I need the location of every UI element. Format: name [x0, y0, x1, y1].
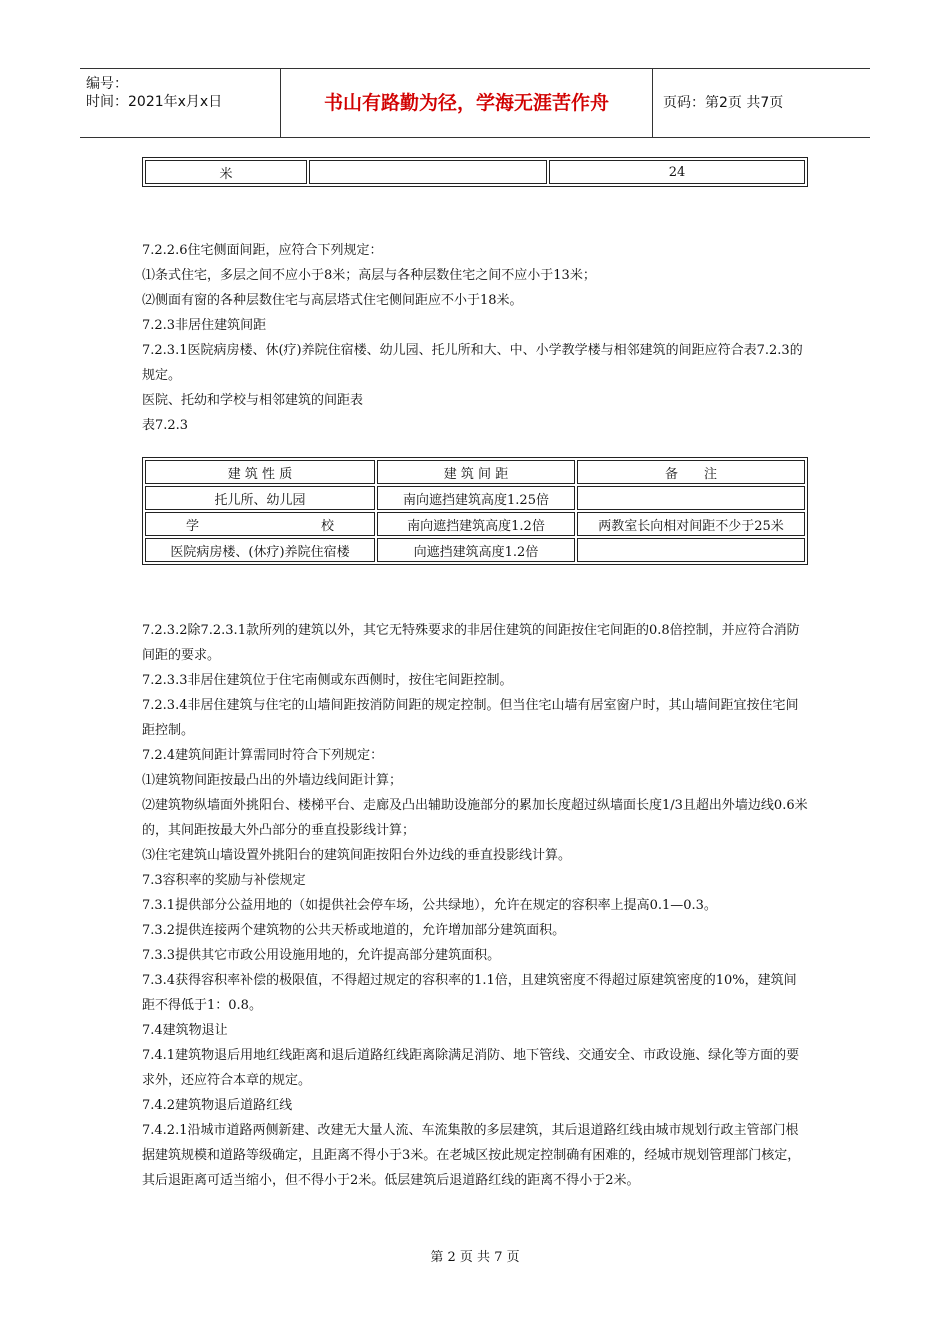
- column-header: 备 注: [577, 460, 805, 484]
- paragraph: 7.2.3.4非居住建筑与住宅的山墙间距按消防间距的规定控制。但当住宅山墙有居室窗户时，其山墙间距宜按住宅间距控制。: [142, 698, 799, 738]
- paragraph: ⑴建筑物间距按最凸出的外墙边线间距计算；: [142, 773, 403, 788]
- table-row: [145, 486, 805, 510]
- table-cell: 南向遮挡建筑高度1.2倍: [377, 512, 575, 536]
- paragraph: 7.2.3.3非居住建筑位于住宅南侧或东西侧时，按住宅间距控制。: [142, 673, 513, 688]
- paragraph: 7.3.2提供连接两个建筑物的公共天桥或地道的，允许增加部分建筑面积。: [142, 923, 566, 938]
- table-cell: 两教室长向相对间距不少于25米: [577, 512, 805, 536]
- table-7-2-3: [142, 457, 808, 565]
- table-caption: 医院、托幼和学校与相邻建筑的间距表: [142, 393, 364, 408]
- paragraph: 7.3容积率的奖励与补偿规定: [142, 873, 306, 888]
- table-cell: 托儿所、幼儿园: [145, 486, 375, 510]
- page-header: [80, 68, 870, 138]
- paragraph: ⑵建筑物纵墙面外挑阳台、楼梯平台、走廊及凸出辅助设施部分的累加长度超过纵墙面长度1/3且超出外墙边线0.6米的，其间距按最大外凸部分的垂直投影线计算；: [142, 798, 808, 838]
- section-a: [142, 238, 808, 438]
- table-cell: [577, 538, 805, 562]
- paragraph: 7.3.3提供其它市政公用设施用地的，允许提高部分建筑面积。: [142, 948, 501, 963]
- time-label: 时间：2021年x月x日: [86, 94, 223, 110]
- header-motto: 书山有路勤为径，学海无涯苦作舟: [281, 69, 653, 137]
- column-header: 建 筑 性 质: [145, 460, 375, 484]
- table-cell: 南向遮挡建筑高度1.25倍: [377, 486, 575, 510]
- column-header: 建 筑 间 距: [377, 460, 575, 484]
- table-cell: 学校: [145, 512, 375, 536]
- paragraph: ⑴条式住宅，多层之间不应小于8米；高层与各种层数住宅之间不应小于13米；: [142, 268, 596, 283]
- table-cell: [577, 486, 805, 510]
- table-header-row: [145, 460, 805, 484]
- paragraph: ⑵侧面有窗的各种层数住宅与高层塔式住宅侧间距应不小于18米。: [142, 293, 523, 308]
- paragraph: 7.2.3.2除7.2.3.1款所列的建筑以外，其它无特殊要求的非居住建筑的间距按住宅间距的0.8倍控制，并应符合消防间距的要求。: [142, 623, 800, 663]
- paragraph: 7.4.1建筑物退后用地红线距离和退后道路红线距离除满足消防、地下管线、交通安全、市政设施、绿化等方面的要求外，还应符合本章的规定。: [142, 1048, 800, 1088]
- paragraph: 7.2.2.6住宅侧面间距，应符合下列规定：: [142, 243, 383, 258]
- paragraph: 7.2.3.1医院病房楼、休(疗)养院住宿楼、幼儿园、托儿所和大、中、小学教学楼与相邻建筑的间距应符合表7.2.3的规定。: [142, 343, 803, 383]
- table-continuation: [142, 157, 808, 187]
- number-label: 编号：: [86, 76, 128, 92]
- table-cell: 向遮挡建筑高度1.2倍: [377, 538, 575, 562]
- paragraph: 7.3.1提供部分公益用地的（如提供社会停车场，公共绿地），允许在规定的容积率上提高0.1—0.3。: [142, 898, 717, 913]
- paragraph: 7.3.4获得容积率补偿的极限值，不得超过规定的容积率的1.1倍，且建筑密度不得超过原建筑密度的10%，建筑间距不得低于1：0.8。: [142, 973, 797, 1013]
- table-row: [145, 160, 805, 184]
- table-cell: 医院病房楼、(休疗)养院住宿楼: [145, 538, 375, 562]
- paragraph: 7.4.2建筑物退后道路红线: [142, 1098, 293, 1113]
- paragraph: 7.2.4建筑间距计算需同时符合下列规定：: [142, 748, 384, 763]
- paragraph: 7.4.2.1沿城市道路两侧新建、改建无大量人流、车流集散的多层建筑，其后退道路红线由城市规划行政主管部门根据建筑规模和道路等级确定，且距离不得小于3米。在老城区按此规定控制确有困难的，经城市规划管理部门核定，其后退距离可适当缩小，但不得小于2米。低层建筑后退道路红线的距离不得小于2米。: [142, 1123, 801, 1188]
- header-page-label: 页码：第2页 共7页: [663, 95, 784, 111]
- table-row: [145, 512, 805, 536]
- header-meta: [80, 69, 281, 137]
- table-row: [145, 538, 805, 562]
- table-cell: 米: [145, 160, 307, 184]
- table-cell: [309, 160, 547, 184]
- paragraph: ⑶住宅建筑山墙设置外挑阳台的建筑间距按阳台外边线的垂直投影线计算。: [142, 848, 572, 863]
- section-b: [142, 618, 808, 1193]
- paragraph: 7.2.3非居住建筑间距: [142, 318, 267, 333]
- table-number: 表7.2.3: [142, 418, 189, 433]
- page-footer: 第 2 页 共 7 页: [430, 1250, 520, 1265]
- paragraph: 7.4建筑物退让: [142, 1023, 228, 1038]
- table-cell: 24: [549, 160, 805, 184]
